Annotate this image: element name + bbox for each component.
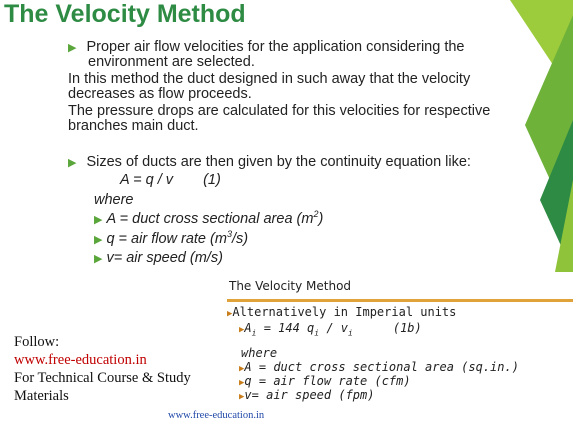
imperial-def-v-text: v= air speed (fpm) [244, 388, 375, 402]
imperial-where: where [241, 346, 278, 360]
paragraph-1-line1: In this method the duct designed in such away that the velocity [68, 71, 471, 87]
arrow-icon: ▶ [239, 378, 245, 388]
bullet-2 [68, 155, 471, 171]
definition-v-text: v= air speed (m/s) [106, 250, 223, 266]
arrow-icon: ▶ [239, 364, 245, 374]
equation-text: A = q / v [120, 172, 174, 188]
equation [120, 173, 221, 188]
bullet-1-text: Proper air flow velocities for the application considering the [86, 39, 465, 55]
eq-mid: = 144 q [256, 321, 315, 335]
imperial-panel [215, 272, 573, 420]
follow-line1: For Technical Course & Study [14, 370, 191, 386]
follow-line2: Materials [14, 388, 69, 404]
paragraph-1-line2: decreases as flow proceeds. [68, 86, 252, 102]
imperial-def-q-text: q = air flow rate (cfm) [244, 374, 411, 388]
bullet-arrow-icon: ▶ [94, 253, 103, 265]
eq-sub-1: i [251, 328, 257, 338]
arrow-icon: ▶ [239, 392, 245, 402]
eq-sub-2: i [314, 328, 320, 338]
imperial-equation [239, 321, 422, 337]
bullet-1-cont: environment are selected. [88, 54, 255, 70]
footer-link[interactable]: www.free-education.in [168, 410, 265, 421]
title-divider [227, 299, 573, 302]
imperial-intro [227, 305, 456, 319]
bullet-arrow-icon: ▶ [68, 157, 77, 169]
eq-slash: / v [319, 321, 349, 335]
eq-sub-3: i [348, 328, 353, 338]
equation-number: (1) [203, 172, 221, 188]
decorative-triangles [480, 0, 573, 272]
definition-q-end: /s) [231, 231, 249, 247]
imperial-intro-text: Alternatively in Imperial units [232, 305, 457, 319]
definition-v [94, 251, 223, 267]
bullet-arrow-icon: ▶ [68, 42, 77, 54]
arrow-icon: ▶ [227, 309, 233, 319]
page-title: The Velocity Method [4, 0, 246, 28]
definition-a-end: ) [318, 211, 324, 227]
definition-a-text: A = duct cross sectional area (m [106, 211, 314, 227]
definition-a [94, 209, 324, 228]
paragraph-2-line1: The pressure drops are calculated for this velocities for respective [68, 103, 491, 119]
imperial-def-a [239, 360, 519, 374]
definition-q-text: q = air flow rate (m [106, 231, 227, 247]
bullet-arrow-icon: ▶ [94, 214, 103, 226]
bullet-2-text: Sizes of ducts are then given by the continuity equation like: [86, 154, 471, 170]
where-label: where [94, 192, 134, 208]
panel-title: The Velocity Method [229, 279, 352, 293]
imperial-def-a-text: A = duct cross sectional area (sq.in.) [244, 360, 519, 374]
arrow-icon: ▶ [239, 325, 245, 335]
imperial-def-q [239, 374, 411, 388]
definition-q-exponent: 3 [226, 229, 232, 240]
definition-a-exponent: 2 [313, 209, 319, 220]
paragraph-2-line2: branches main duct. [68, 118, 199, 134]
follow-box [0, 272, 215, 427]
eq-number: (1b) [392, 321, 422, 335]
definition-q [94, 229, 249, 248]
imperial-def-v [239, 388, 374, 402]
follow-site-link[interactable]: www.free-education.in [14, 352, 147, 368]
bullet-arrow-icon: ▶ [94, 234, 103, 246]
eq-a: A [244, 321, 252, 335]
follow-label: Follow: [14, 334, 60, 350]
